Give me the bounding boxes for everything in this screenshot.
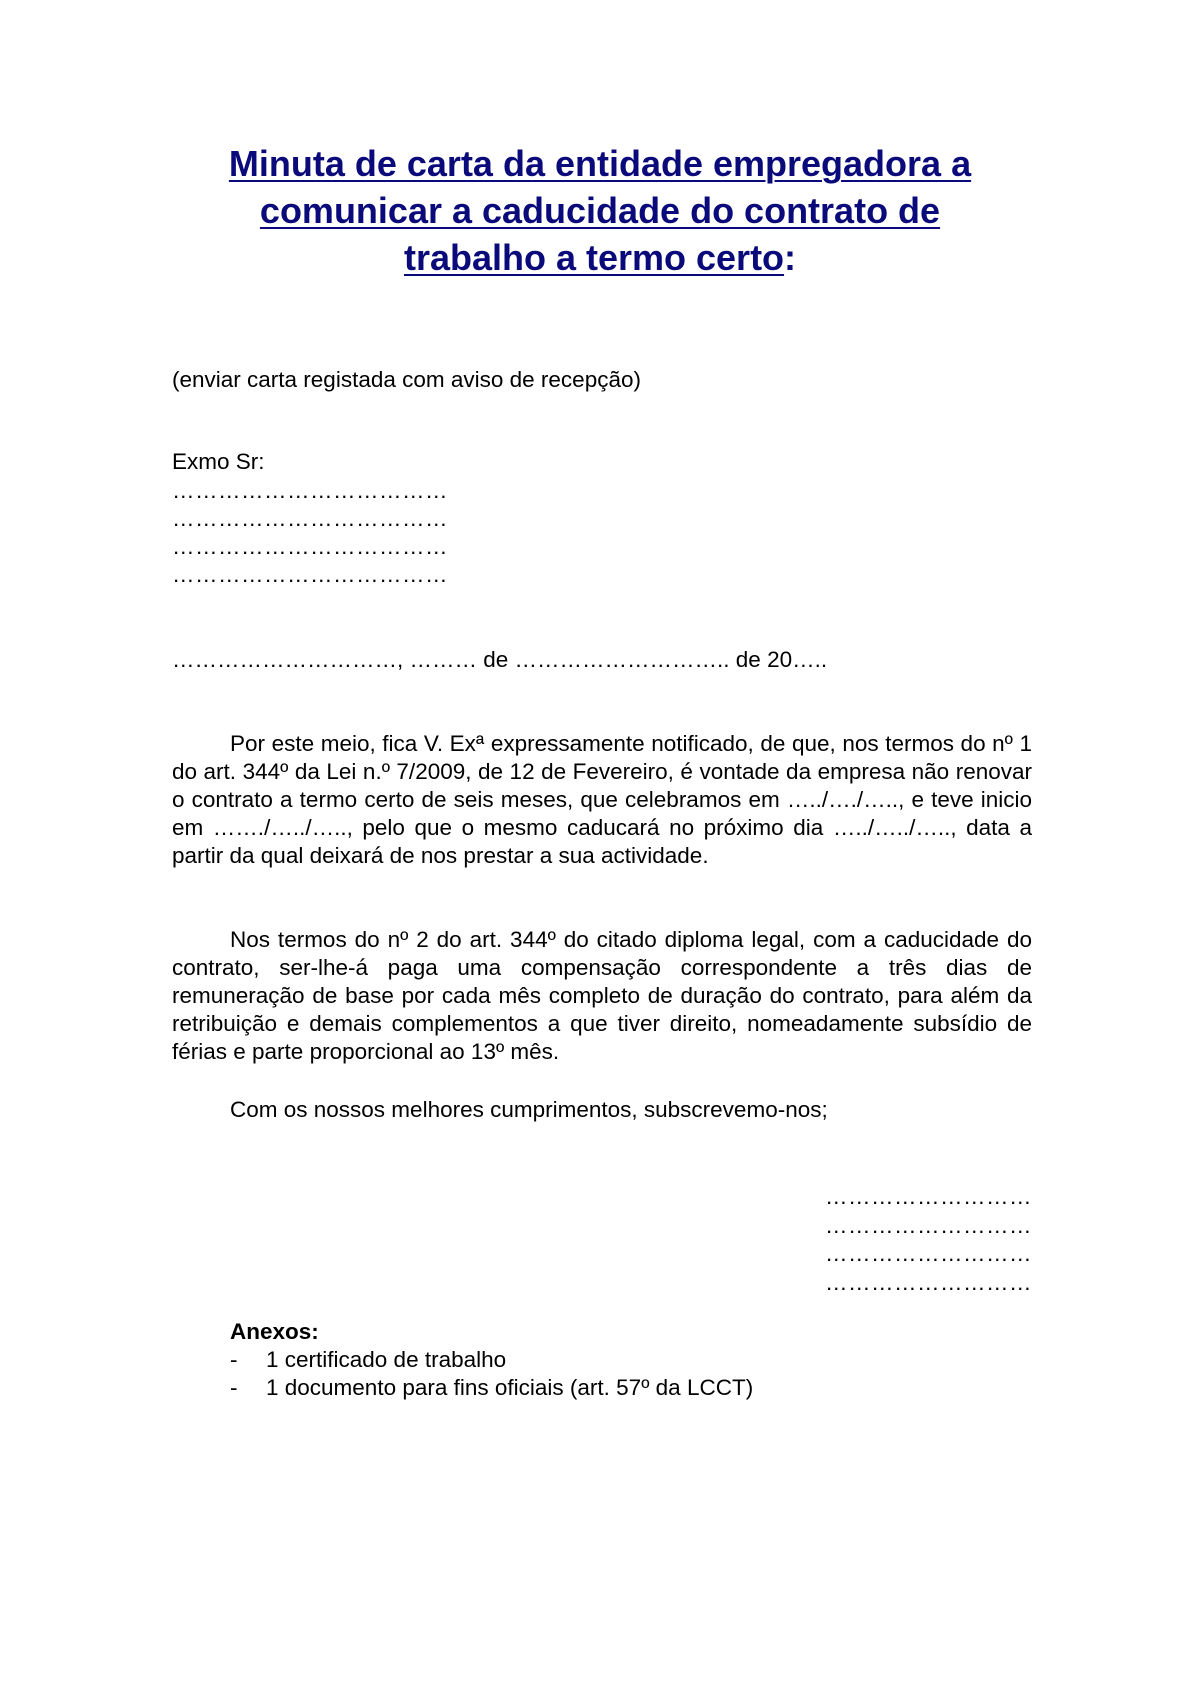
annexes-section: [230, 1318, 930, 1402]
annex-text: 1 documento para fins oficiais (art. 57º da LCCT): [266, 1375, 754, 1400]
signature-line-1: ………………………: [825, 1184, 1032, 1209]
address-line-3: ………………………………: [172, 534, 448, 559]
annexes-heading: Anexos:: [230, 1319, 319, 1344]
address-line-1: ………………………………: [172, 478, 448, 503]
title-line-3: trabalho a termo certo: [403, 237, 785, 278]
paragraph-3-text: Com os nossos melhores cumprimentos, subscrevemo-nos;: [230, 1097, 828, 1122]
annex-text: 1 certificado de trabalho: [266, 1347, 507, 1372]
signature-line-4: ………………………: [825, 1269, 1032, 1295]
paragraph-compensation: [172, 926, 1032, 1066]
annex-item: [230, 1374, 930, 1402]
date-line: …………………………, ……… de ……………………….. de 20…..: [172, 647, 828, 672]
paragraph-notification: [172, 730, 1032, 870]
annex-dash: -: [230, 1347, 238, 1372]
document-title: [150, 140, 1050, 281]
address-line-2: ………………………………: [172, 506, 448, 531]
signature-block: [825, 1183, 1032, 1297]
title-line-1: Minuta de carta da entidade empregadora a: [228, 143, 972, 184]
title-colon: :: [784, 237, 797, 278]
address-salutation: Exmo Sr:: [172, 449, 265, 474]
annex-dash: -: [230, 1375, 238, 1400]
signature-line-2: ………………………: [825, 1212, 1032, 1238]
address-line-4: ………………………………: [172, 562, 448, 587]
annex-item: [230, 1346, 930, 1374]
sending-instruction: (enviar carta registada com aviso de recepção): [172, 367, 641, 392]
paragraph-closing: [172, 1096, 1032, 1124]
paragraph-1-text: Por este meio, fica V. Exª expressamente notificado, de que, nos termos do nº 1 do art. 344º da Lei n.º 7/2009, de 12 de Fevereiro, é vontade da empresa não renovar o contrato a termo certo de seis meses, que celebramos em …../…./….., e teve inicio em ……./…../….., pelo que o mesmo caducará no próximo dia …../…../….., data a partir da qual deixará de nos prestar a sua actividade.: [172, 731, 1032, 868]
address-block: [172, 477, 448, 589]
paragraph-2-text: Nos termos do nº 2 do art. 344º do citado diploma legal, com a caducidade do contrato, ser-lhe-á paga uma compensação correspondente a três dias de remuneração de base por cada mês completo de duração do contrato, para além da retribuição e demais complementos a que tiver direito, nomeadamente subsídio de férias e parte proporcional ao 13º mês.: [172, 927, 1032, 1064]
title-line-2: comunicar a caducidade do contrato de: [259, 190, 941, 231]
signature-line-3: ………………………: [825, 1241, 1032, 1266]
